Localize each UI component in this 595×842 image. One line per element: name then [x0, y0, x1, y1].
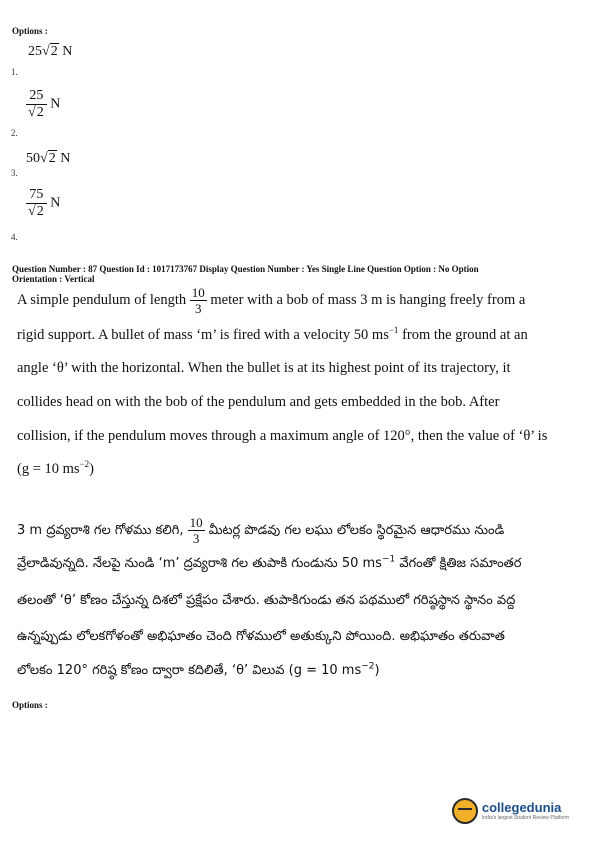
options-heading-top: Options : — [12, 26, 48, 36]
option-4-number: 4. — [11, 232, 18, 242]
mascot-icon — [452, 798, 478, 824]
option-4-value — [26, 188, 60, 219]
option-1-number: 1. — [11, 67, 18, 77]
question-en-line-4: collides head on with the bob of the pendulum and gets embedded in the bob. After — [17, 394, 500, 410]
option-3-value: 50√2 N — [26, 151, 71, 166]
question-te-line-5: లోలకం 120° గరిష్ఠ కోణం ద్వారా కదిలితే, ‘θ’ విలువ (g = 10 $ms^{-2}$) — [17, 661, 380, 678]
question-en-line-2: rigid support. A bullet of mass ‘m’ is fired with a velocity 50 $ms^{-1}$ from the ground at an — [17, 325, 528, 343]
option-1-value — [28, 44, 72, 60]
option-2-fraction: $\frac{25}{√2}$ — [26, 89, 47, 120]
collegedunia-logo — [452, 798, 569, 824]
question-te-line-3: తలంతో ‘θ’ కోణం చేస్తున్న దిశలో ప్రక్షేపం చేశారు. తుపాకిగుండు తన పథములో గరిష్ఠస్థాన స్థానం వద్ద — [17, 593, 516, 608]
question-meta-line-2: Orientation : Vertical — [12, 274, 95, 284]
question-te-line-2: వ్రేలాడివున్నది. నేలపై నుండి ‘m’ ద్రవ్యరాశి గల తుపాకి గుండును 50 $ms^{-1}$ వేగంతో క్షితిజ సమాంతర — [17, 554, 522, 571]
sqrt-symbol: √2 — [42, 44, 58, 59]
logo-tagline: India's largest Student Review Platform — [481, 815, 569, 821]
option-2-number: 2. — [11, 128, 18, 138]
question-te-line-1: 3 m ద్రవ్యరాశి గల గోళము కలిగి, $\frac{10}{3}$ మీటర్ల పొడవు గల లఘు లోలకం స్థిరమైన ఆధారము నుండి — [17, 515, 505, 546]
question-en-line-3: angle ‘θ’ with the horizontal. When the bullet is at its highest point of its trajectory, it — [17, 360, 511, 376]
logo-name: collegedunia — [481, 800, 562, 815]
question-en-line-1: A simple pendulum of length $\frac{10}{3}$ meter with a bob of mass 3 m is hanging freely from a — [17, 285, 526, 316]
option-4-unit: N — [50, 195, 61, 211]
question-te-line-4: ఉన్నప్పుడు లోలకగోళంతో అభిఘాతం చెంది గోళములో అతుక్కుని పోయింది. అభిఘాతం తరువాత — [17, 629, 505, 644]
option-2-unit: N — [50, 96, 61, 112]
question-en-line-6: (g = 10 $ms^{-2}$) — [17, 459, 94, 477]
length-fraction: $\frac{10}{3}$ — [191, 285, 205, 316]
option-3-number: 3. — [11, 168, 18, 178]
options-heading-bottom: Options : — [12, 700, 48, 710]
option-1-unit: N — [62, 44, 73, 59]
question-en-line-5: collision, if the pendulum moves through a maximum angle of 120°, then the value of ‘θ’ is — [17, 428, 548, 444]
option-3-coef: 50 — [26, 151, 40, 166]
option-2-value — [26, 89, 60, 120]
option-1-coef: 25 — [28, 44, 42, 59]
option-3-unit: N — [60, 151, 71, 166]
question-meta-line-1: Question Number : 87 Question Id : 1017173767 Display Question Number : Yes Single Line Question Option : No Option — [12, 264, 479, 274]
length-fraction-te: $\frac{10}{3}$ — [189, 515, 203, 546]
option-4-fraction: $\frac{75}{√2}$ — [26, 188, 47, 219]
